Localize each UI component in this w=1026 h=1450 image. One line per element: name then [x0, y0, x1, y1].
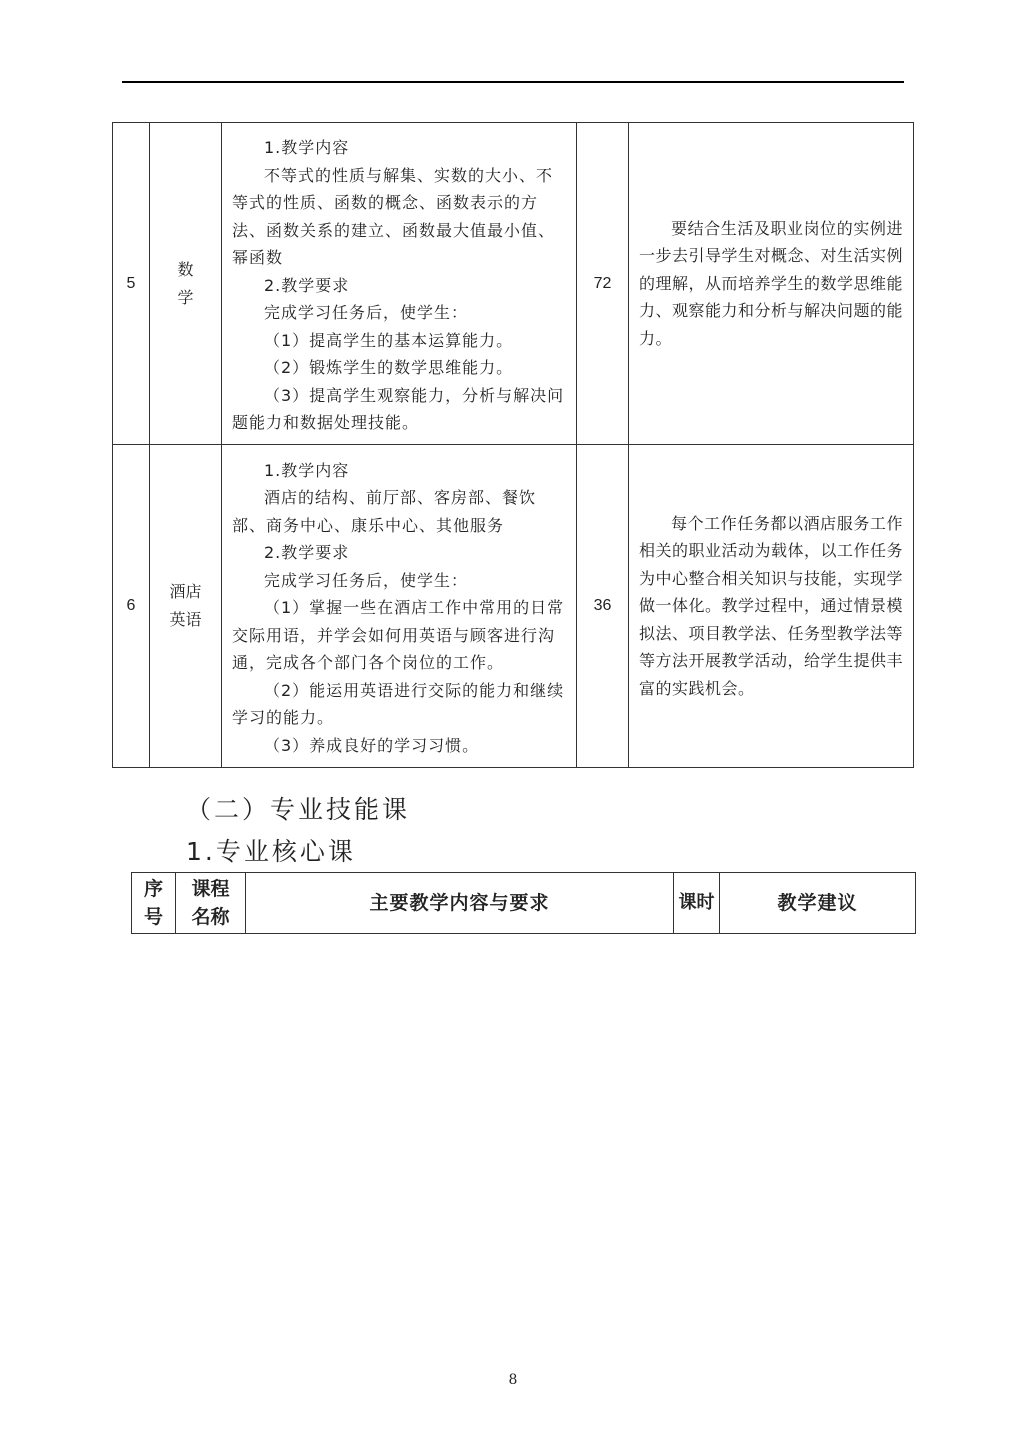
- content-line: 完成学习任务后，使学生：: [264, 570, 469, 590]
- header-rule: [122, 81, 904, 83]
- course-name: [150, 445, 222, 768]
- table-row: [113, 445, 914, 768]
- teaching-advice: [629, 445, 914, 768]
- core-course-table-header: [131, 872, 916, 934]
- header-number-line: 号: [143, 906, 163, 928]
- content-line: 2.教学要求: [264, 275, 350, 295]
- advice-text: 要结合生活及职业岗位的实例进一步去引导学生对概念、对生活实例的理解，从而培养学生的数学思维能力、观察能力和分析与解决问题的能力。: [639, 218, 904, 348]
- row-number: 5: [113, 123, 150, 445]
- content-line: 酒店的结构、前厅部、客房部、餐饮部、商务中心、康乐中心、其他服务: [232, 488, 537, 535]
- table-row: [113, 123, 914, 445]
- content-line: 1.教学内容: [264, 460, 350, 480]
- content-line: （3）提高学生观察能力，分析与解决问题能力和数据处理技能。: [232, 385, 565, 433]
- course-name-line: 数: [177, 259, 194, 279]
- content-line: （2）能运用英语进行交际的能力和继续学习的能力。: [232, 680, 565, 728]
- course-hours: 36: [577, 445, 629, 768]
- row-number: 6: [113, 445, 150, 768]
- teaching-advice: [629, 123, 914, 445]
- course-name-line: 学: [177, 287, 194, 307]
- header-content: 主要教学内容与要求: [246, 873, 674, 934]
- header-hours: 课时: [674, 873, 720, 934]
- content-line: 1.教学内容: [264, 138, 350, 158]
- course-name-line: 英语: [169, 610, 202, 629]
- course-hours: 72: [577, 123, 629, 445]
- course-content: [222, 123, 577, 445]
- header-advice: 教学建议: [720, 873, 916, 934]
- content-line: （1）提高学生的基本运算能力。: [264, 330, 514, 350]
- header-course-name-line: 课程: [191, 878, 230, 900]
- subsection-heading: 1.专业核心课: [186, 837, 356, 866]
- course-name: [150, 123, 222, 445]
- header-course-name-line: 名称: [191, 906, 230, 928]
- header-course-name: [176, 873, 246, 934]
- section-heading: （二）专业技能课: [186, 795, 411, 824]
- content-line: 完成学习任务后，使学生：: [264, 303, 469, 323]
- course-name-line: 酒店: [169, 582, 202, 601]
- content-line: 2.教学要求: [264, 543, 350, 563]
- content-line: （3）养成良好的学习习惯。: [264, 735, 480, 755]
- content-line: 不等式的性质与解集、实数的大小、不等式的性质、函数的概念、函数表示的方法、函数关系的建立、函数最大值最小值、幂函数: [232, 165, 556, 268]
- header-number-line: 序: [143, 878, 163, 900]
- table-header-row: [132, 873, 916, 934]
- content-line: （1）掌握一些在酒店工作中常用的日常交际用语，并学会如何用英语与顾客进行沟通，完成各个部门各个岗位的工作。: [232, 598, 565, 673]
- course-content: [222, 445, 577, 768]
- content-line: （2）锻炼学生的数学思维能力。: [264, 358, 514, 378]
- header-number: [132, 873, 176, 934]
- page-number: 8: [508, 1372, 518, 1388]
- course-table: [112, 122, 914, 768]
- advice-text: 每个工作任务都以酒店服务工作相关的职业活动为载体，以工作任务为中心整合相关知识与技能，实现学做一体化。教学过程中，通过情景模拟法、项目教学法、任务型教学法等等方法开展教学活动，给学生提供丰富的实践机会。: [639, 513, 904, 698]
